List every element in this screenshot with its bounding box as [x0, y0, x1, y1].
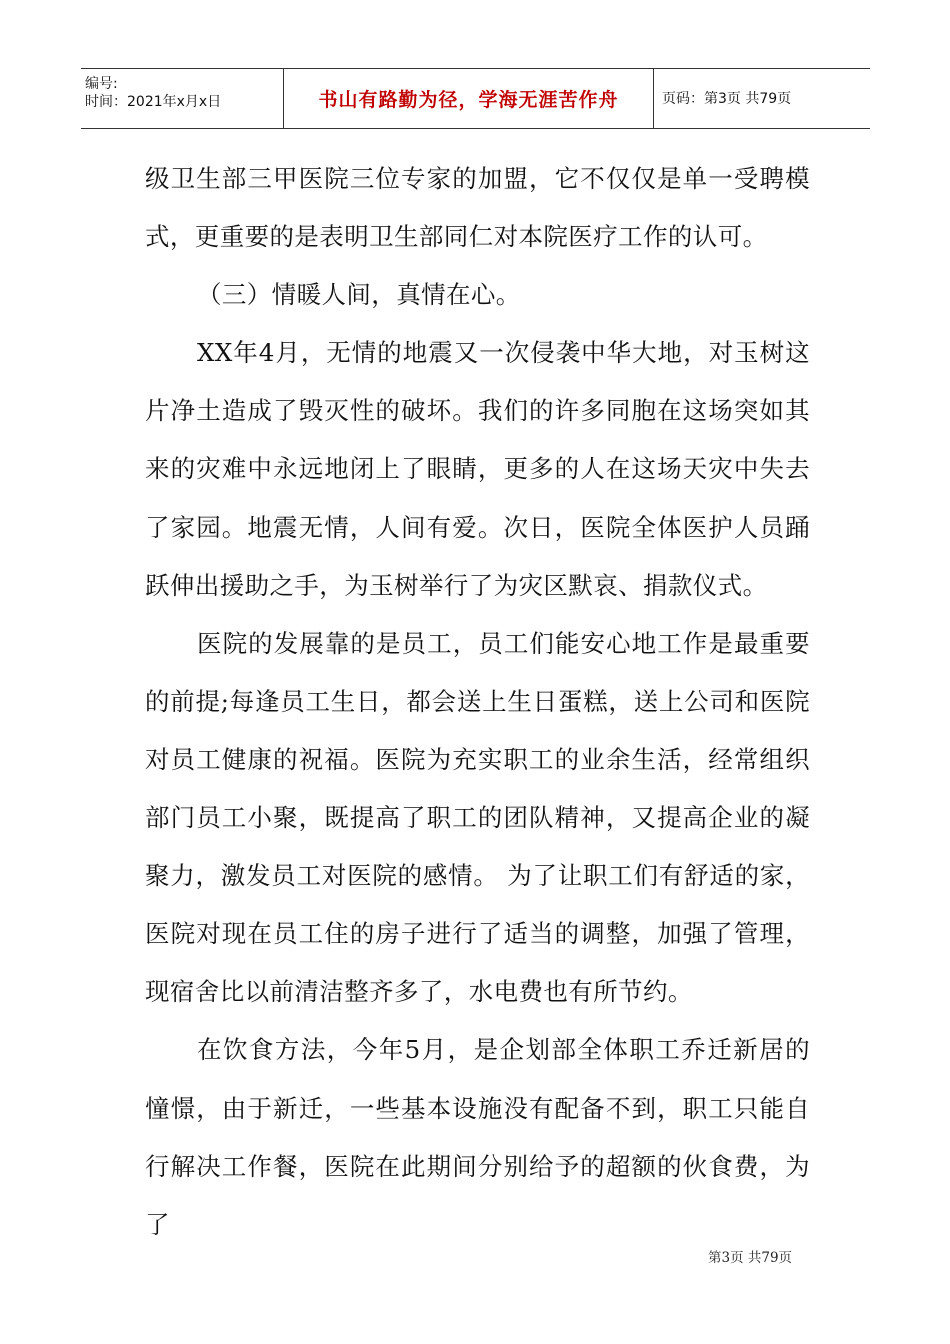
page-footer: 第3页 共79页 — [708, 1250, 793, 1266]
header-page-cell — [654, 69, 870, 128]
document-number-label: 编号: — [85, 76, 118, 92]
paragraph: 医院的发展靠的是员工，员工们能安心地工作是最重要的前提;每逢员工生日，都会送上生日蛋糕，送上公司和医院对员工健康的祝福。医院为充实职工的业余生活，经常组织部门员工小聚，既提高了职工的团队精神，又提高企业的凝聚力，激发员工对医院的感情。 为了让职工们有舒适的家，医院对现在员工住的房子进行了适当的调整，加强了管理，现宿舍比以前清洁整齐多了，水电费也有所节约。 — [145, 628, 810, 1007]
header-page-code: 页码：第3页 共79页 — [662, 90, 792, 107]
header-motto-cell — [283, 69, 654, 128]
page-header — [81, 68, 870, 129]
paragraph: 在饮食方法，今年5月，是企划部全体职工乔迁新居的憧憬，由于新迁，一些基本设施没有配备不到，职工只能自行解决工作餐，医院在此期间分别给予的超额的伙食费，为了 — [145, 1035, 810, 1239]
document-date-label: 时间：2021年x月x日 — [85, 94, 222, 110]
section-heading: （三）情暖人间，真情在心。 — [197, 280, 521, 310]
header-motto: 书山有路勤为径，学海无涯苦作舟 — [318, 89, 619, 111]
paragraph-continued: 级卫生部三甲医院三位专家的加盟，它不仅仅是单一受聘模式，更重要的是表明卫生部同仁对本院医疗工作的认可。 — [145, 164, 810, 252]
paragraph: XX年4月，无情的地震又一次侵袭中华大地，对玉树这片净土造成了毁灭性的破坏。我们的许多同胞在这场突如其来的灾难中永远地闭上了眼睛，更多的人在这场天灾中失去了家园。地震无情，人间有爱。次日，医院全体医护人员踊跃伸出援助之手，为玉树举行了为灾区默哀、捐款仪式。 — [145, 338, 810, 600]
document-body — [145, 150, 810, 1254]
header-meta-cell — [81, 69, 283, 128]
